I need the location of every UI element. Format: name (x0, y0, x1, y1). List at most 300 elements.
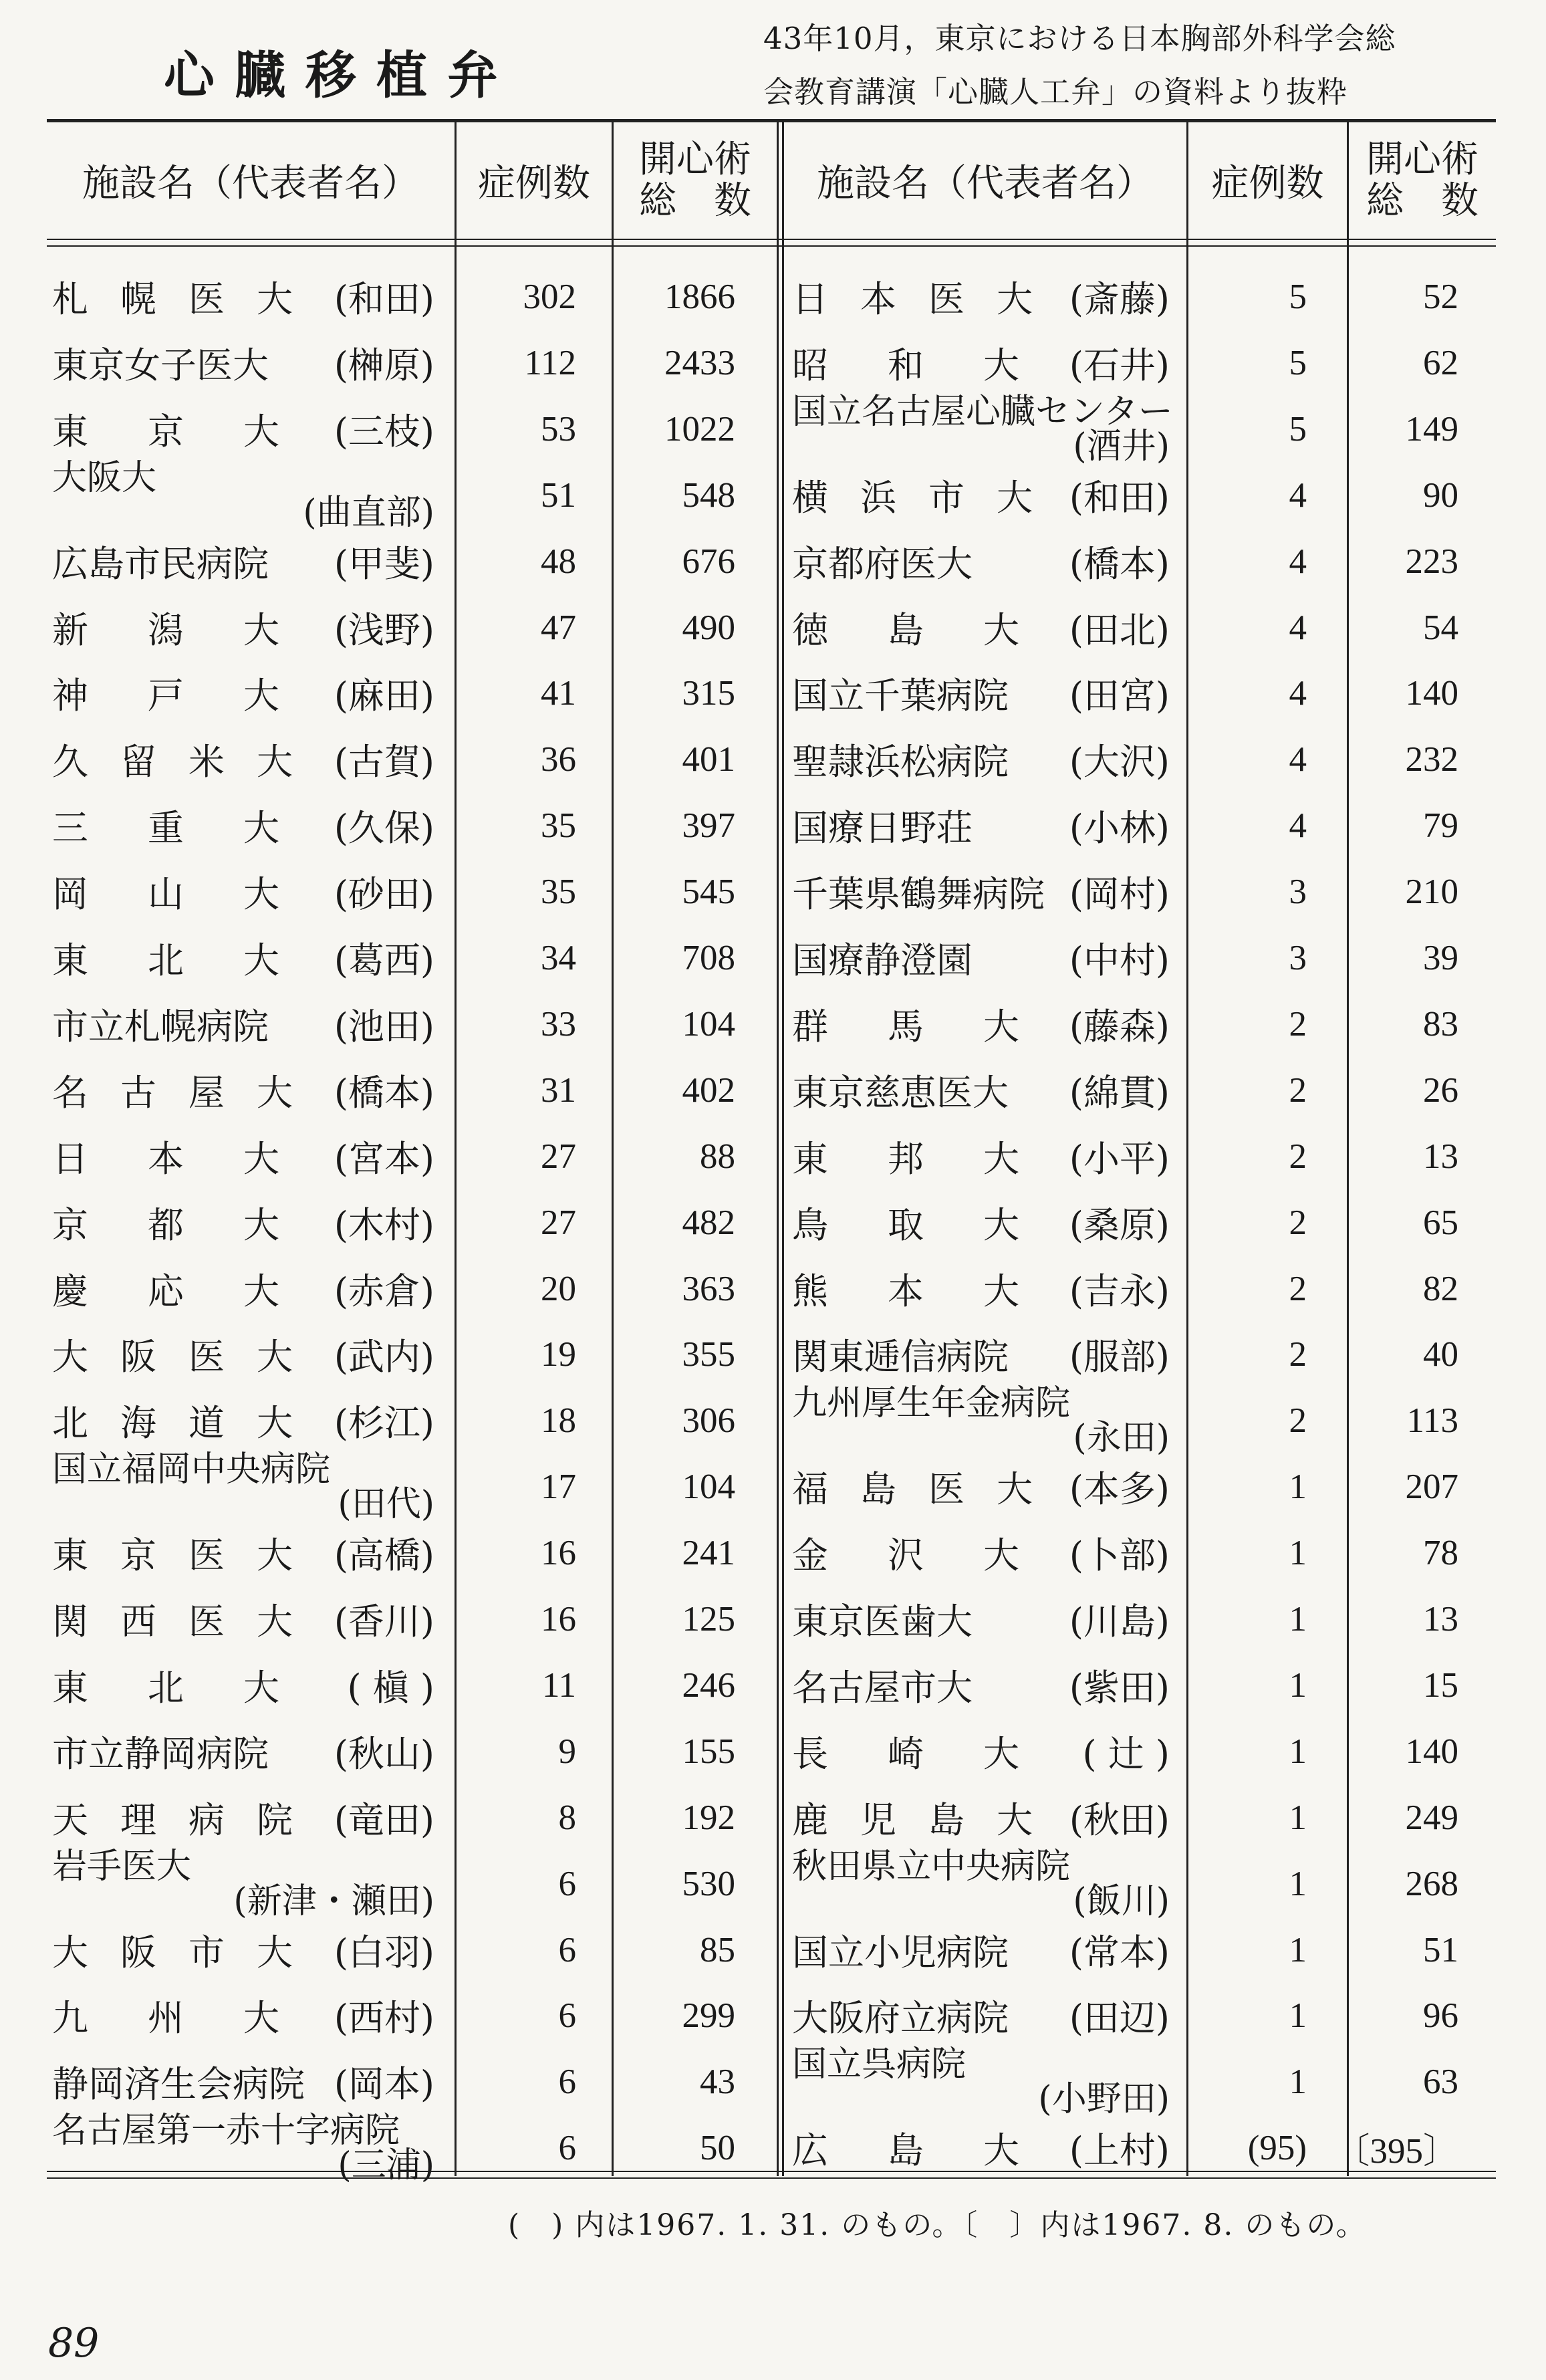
facility-cell (792, 1057, 1170, 1123)
total-cell: 113 (1406, 1401, 1458, 1440)
table-row (0, 726, 1546, 792)
total-cell: 207 (1405, 1467, 1458, 1506)
table-row (0, 594, 1546, 661)
representative-name: (田辺) (1069, 1997, 1170, 2039)
table-row (0, 1383, 1546, 1458)
facility-name: 国立呉病院 (792, 2044, 967, 2085)
representative-name: (和田) (334, 278, 434, 320)
cases-cell: 20 (541, 1269, 576, 1308)
cases-cell: 6 (558, 2062, 576, 2101)
facility-name: 昭 和 大 (792, 344, 1019, 386)
facility-cell (792, 2115, 1170, 2181)
facility-name: 国立福岡中央病院 (52, 1449, 331, 1490)
facility-cell (52, 1387, 434, 1453)
facility-cell (52, 457, 434, 533)
facility-cell (792, 1846, 1170, 1921)
cases-cell: 5 (1289, 343, 1307, 382)
total-cell: 545 (682, 872, 735, 911)
facility-name: 秋田県立中央病院 (792, 1846, 1071, 1887)
facility-cell (52, 1917, 434, 1983)
cases-cell: 9 (558, 1732, 576, 1771)
facility-name: 日 本 大 (52, 1138, 279, 1180)
representative-name: (木村) (334, 1204, 434, 1246)
representative-name: (赤倉) (334, 1270, 434, 1312)
facility-name: 国立名古屋心臓センター (792, 391, 1173, 432)
cases-cell: 4 (1289, 608, 1307, 647)
cases-cell: 4 (1289, 806, 1307, 845)
facility-cell (792, 1321, 1170, 1387)
table-row (0, 2110, 1546, 2185)
representative-name: (秋山) (334, 1733, 434, 1775)
representative-name: (酒井) (1073, 426, 1170, 467)
total-cell: 26 (1423, 1070, 1458, 1110)
total-cell: 2433 (664, 343, 735, 382)
cases-cell: 31 (541, 1070, 576, 1110)
facility-name: 東京医歯大 (792, 1600, 973, 1643)
total-cell: 50 (700, 2128, 735, 2167)
page-number: 89 (48, 2320, 100, 2367)
representative-name: (飯川) (1073, 1881, 1170, 1921)
table-row (0, 2044, 1546, 2119)
representative-name: (浅野) (334, 609, 434, 651)
facility-name: 東京慈恵医大 (792, 1072, 1009, 1114)
facility-cell (792, 991, 1170, 1057)
facility-cell (52, 528, 434, 594)
cases-cell: 6 (558, 1930, 576, 1970)
facility-cell (52, 263, 434, 330)
table-row (0, 858, 1546, 925)
header-total-line2: 総 数 (1366, 178, 1478, 223)
facility-cell (792, 1982, 1170, 2048)
facility-cell (792, 594, 1170, 661)
cases-cell: 5 (1289, 277, 1307, 316)
facility-cell (792, 1453, 1170, 1520)
header-total-line2: 総 数 (639, 178, 751, 223)
facility-name: 長 崎 大 (792, 1733, 1019, 1775)
representative-name: (竜田) (334, 1799, 434, 1841)
cases-cell: 3 (1289, 938, 1307, 977)
cases-cell: 48 (541, 542, 576, 581)
source-note-line: 43年10月，東京における日本胸部外科学会総 (763, 21, 1396, 56)
facility-name: 鹿 児 島 大 (792, 1799, 1033, 1841)
facility-name: 三 重 大 (52, 807, 279, 849)
total-cell: 246 (682, 1665, 735, 1705)
facility-cell (52, 792, 434, 858)
representative-name: (永田) (1073, 1417, 1170, 1458)
facility-name: 大阪大 (52, 457, 157, 498)
table-row (0, 528, 1546, 594)
facility-cell (52, 1846, 434, 1921)
facility-name: 福 島 医 大 (792, 1468, 1033, 1510)
total-cell: 306 (682, 1401, 735, 1440)
table-row (0, 991, 1546, 1057)
page-title: 心臓移植弁 (164, 45, 518, 105)
facility-name: 大阪府立病院 (792, 1997, 1009, 2039)
representative-name: (川島) (1069, 1600, 1170, 1643)
representative-name: (甲斐) (334, 543, 434, 585)
table-row (0, 457, 1546, 533)
total-cell: 82 (1423, 1269, 1458, 1308)
representative-name: (久保) (334, 807, 434, 849)
total-cell: 363 (682, 1269, 735, 1308)
total-cell: 401 (682, 739, 735, 779)
representative-name: (砂田) (334, 873, 434, 915)
total-cell: 1022 (664, 409, 735, 449)
cases-cell: 1 (1289, 1864, 1307, 1903)
facility-name: 大 阪 市 大 (52, 1931, 293, 1974)
facility-name: 関東逓信病院 (792, 1336, 1009, 1378)
representative-name: (橋本) (1069, 543, 1170, 585)
total-cell: 1866 (664, 277, 735, 316)
facility-cell (52, 1586, 434, 1652)
header-facility-right: 施設名（代表者名） (817, 161, 1154, 205)
table-row (0, 1718, 1546, 1784)
cases-cell: 4 (1289, 475, 1307, 515)
facility-cell (52, 330, 434, 396)
table-row (0, 1520, 1546, 1586)
facility-name: 慶 応 大 (52, 1270, 279, 1312)
total-cell: 397 (682, 806, 735, 845)
total-cell: 62 (1423, 343, 1458, 382)
facility-name: 広 島 大 (792, 2129, 1019, 2171)
table-row (0, 1846, 1546, 1921)
total-cell: 402 (682, 1070, 735, 1110)
facility-name: 国立千葉病院 (792, 675, 1009, 717)
table-row (0, 1057, 1546, 1123)
facility-cell (52, 396, 434, 462)
facility-cell (792, 660, 1170, 726)
cases-cell: 16 (541, 1599, 576, 1639)
facility-cell (52, 1718, 434, 1784)
header-total-right (1349, 122, 1496, 239)
facility-cell (52, 991, 434, 1057)
representative-name: (田北) (1069, 609, 1170, 651)
facility-name: 日 本 医 大 (792, 278, 1033, 320)
total-cell: 〔395〕 (1334, 2131, 1458, 2171)
facility-cell (52, 1123, 434, 1189)
cases-cell: 1 (1289, 2062, 1307, 2101)
facility-cell (792, 528, 1170, 594)
representative-name: (古賀) (334, 741, 434, 783)
facility-name: 市立静岡病院 (52, 1733, 269, 1775)
total-cell: 223 (1405, 542, 1458, 581)
representative-name: (田代) (338, 1483, 434, 1524)
facility-cell (792, 1652, 1170, 1718)
representative-name: (秋田) (1069, 1799, 1170, 1841)
representative-name: (吉永) (1069, 1270, 1170, 1312)
facility-cell (792, 792, 1170, 858)
total-cell: 355 (682, 1334, 735, 1374)
representative-name: (服部) (1069, 1336, 1170, 1378)
total-cell: 85 (700, 1930, 735, 1970)
total-cell: 548 (682, 475, 735, 515)
facility-cell (52, 726, 434, 792)
cases-cell: 53 (541, 409, 576, 449)
header-bottom-rule (47, 239, 1496, 240)
facility-name: 名古屋第一赤十字病院 (52, 2110, 400, 2151)
facility-name: 国療静澄園 (792, 939, 973, 981)
representative-name: (麻田) (334, 675, 434, 717)
facility-name: 東 京 大 (52, 410, 279, 453)
table-row (0, 1123, 1546, 1189)
representative-name: (香川) (334, 1600, 434, 1643)
total-cell: 52 (1423, 277, 1458, 316)
representative-name: (池田) (334, 1005, 434, 1048)
facility-cell (792, 462, 1170, 528)
total-cell: 708 (682, 938, 735, 977)
facility-name: 京 都 大 (52, 1204, 279, 1246)
total-cell: 104 (682, 1467, 735, 1506)
facility-cell (52, 1256, 434, 1322)
facility-name: 東京女子医大 (52, 344, 269, 386)
table-row (0, 263, 1546, 330)
total-cell: 83 (1423, 1004, 1458, 1044)
total-cell: 65 (1423, 1203, 1458, 1242)
representative-name: (藤森) (1069, 1005, 1170, 1048)
table-row (0, 660, 1546, 726)
cases-cell: 18 (541, 1401, 576, 1440)
representative-name: (田宮) (1069, 675, 1170, 717)
facility-cell (792, 2044, 1170, 2119)
representative-name: (小平) (1069, 1138, 1170, 1180)
representative-name: (卜部) (1069, 1534, 1170, 1576)
total-cell: 315 (682, 673, 735, 713)
cases-cell: 4 (1289, 739, 1307, 779)
cases-cell: 27 (541, 1137, 576, 1176)
representative-name: (中村) (1069, 939, 1170, 981)
representative-name: (三浦) (338, 2145, 434, 2185)
table-row (0, 1652, 1546, 1718)
total-cell: 140 (1405, 1732, 1458, 1771)
cases-cell: 16 (541, 1533, 576, 1572)
total-cell: 51 (1423, 1930, 1458, 1970)
facility-cell (792, 726, 1170, 792)
cases-cell: 1 (1289, 1930, 1307, 1970)
facility-name: 九 州 大 (52, 1997, 279, 2039)
cases-cell: 47 (541, 608, 576, 647)
header-bottom-rule-2 (47, 245, 1496, 247)
facility-cell (792, 925, 1170, 991)
cases-cell: 2 (1289, 1203, 1307, 1242)
facility-cell (792, 1784, 1170, 1851)
facility-name: 聖隷浜松病院 (792, 741, 1009, 783)
table-row (0, 391, 1546, 467)
facility-cell (792, 263, 1170, 330)
cases-cell: 6 (558, 2128, 576, 2167)
table-row (0, 330, 1546, 396)
total-cell: 96 (1423, 1996, 1458, 2035)
facility-cell (792, 1123, 1170, 1189)
total-cell: 530 (682, 1864, 735, 1903)
facility-name: 岡 山 大 (52, 873, 279, 915)
cases-cell: 17 (541, 1467, 576, 1506)
representative-name: (紫田) (1069, 1667, 1170, 1709)
cases-cell: 2 (1289, 1137, 1307, 1176)
cases-cell: 112 (524, 343, 576, 382)
cases-cell: 35 (541, 872, 576, 911)
total-cell: 155 (682, 1732, 735, 1771)
total-cell: 268 (1405, 1864, 1458, 1903)
total-cell: 125 (682, 1599, 735, 1639)
table-row (0, 1917, 1546, 1983)
representative-name: (宮本) (334, 1138, 434, 1180)
total-cell: 40 (1423, 1334, 1458, 1374)
facility-name: 久 留 米 大 (52, 741, 293, 783)
representative-name: (三枝) (334, 410, 434, 453)
table-row (0, 792, 1546, 858)
facility-name: 東 邦 大 (792, 1138, 1019, 1180)
facility-name: 天 理 病 院 (52, 1799, 293, 1841)
cases-cell: 1 (1289, 1665, 1307, 1705)
facility-name: 広島市民病院 (52, 543, 269, 585)
facility-name: 新 潟 大 (52, 609, 279, 651)
facility-cell (792, 1586, 1170, 1652)
facility-name: 札 幌 医 大 (52, 278, 293, 320)
facility-cell (792, 1189, 1170, 1256)
total-cell: 232 (1405, 739, 1458, 779)
total-cell: 39 (1423, 938, 1458, 977)
representative-name: (葛西) (334, 939, 434, 981)
facility-cell (792, 1917, 1170, 1983)
representative-name: (高橋) (334, 1534, 434, 1576)
total-cell: 15 (1423, 1665, 1458, 1705)
facility-cell (52, 1189, 434, 1256)
facility-name: 金 沢 大 (792, 1534, 1019, 1576)
total-cell: 192 (682, 1798, 735, 1837)
facility-name: 名 古 屋 大 (52, 1072, 293, 1114)
cases-cell: 1 (1289, 1798, 1307, 1837)
cases-cell: 8 (558, 1798, 576, 1837)
facility-cell (52, 925, 434, 991)
facility-cell (52, 1057, 434, 1123)
facility-name: 京都府医大 (792, 543, 973, 585)
facility-name: 岩手医大 (52, 1846, 192, 1887)
source-note (763, 12, 1396, 119)
cases-cell: 4 (1289, 673, 1307, 713)
representative-name: (橋本) (334, 1072, 434, 1114)
facility-name: 神 戸 大 (52, 675, 279, 717)
facility-cell (52, 1449, 434, 1524)
total-cell: 78 (1423, 1533, 1458, 1572)
total-cell: 210 (1405, 872, 1458, 911)
facility-cell (792, 858, 1170, 925)
cases-cell: 3 (1289, 872, 1307, 911)
total-cell: 79 (1423, 806, 1458, 845)
representative-name: (杉江) (334, 1402, 434, 1444)
cases-cell: 1 (1289, 1996, 1307, 2035)
facility-name: 熊 本 大 (792, 1270, 1019, 1312)
facility-cell (52, 1784, 434, 1851)
cases-cell: 27 (541, 1203, 576, 1242)
facility-cell (52, 1652, 434, 1718)
representative-name: (綿貫) (1069, 1072, 1170, 1114)
total-cell: 104 (682, 1004, 735, 1044)
table-row (0, 1586, 1546, 1652)
facility-cell (52, 1520, 434, 1586)
cases-cell: 1 (1289, 1732, 1307, 1771)
footnote: ( ) 内は1967. 1. 31. のもの。〔 〕内は1967. 8. のもの。 (508, 2208, 1367, 2242)
cases-cell: 4 (1289, 542, 1307, 581)
header-cases-left: 症例数 (478, 161, 590, 205)
facility-cell (792, 391, 1173, 467)
total-cell: 249 (1405, 1798, 1458, 1837)
table-row (0, 1449, 1546, 1524)
facility-name: 千葉県鶴舞病院 (792, 873, 1045, 915)
table-row (0, 925, 1546, 991)
cases-cell: 5 (1289, 409, 1307, 449)
table-row (0, 1321, 1546, 1387)
cases-cell: 2 (1289, 1070, 1307, 1110)
total-cell: 63 (1423, 2062, 1458, 2101)
representative-name: (石井) (1069, 344, 1170, 386)
table-row (0, 1784, 1546, 1851)
cases-cell: 35 (541, 806, 576, 845)
total-cell: 140 (1405, 673, 1458, 713)
cases-cell: 1 (1289, 1467, 1307, 1506)
cases-cell: 1 (1289, 1533, 1307, 1572)
header-total-line1: 開心術 (639, 137, 751, 181)
facility-name: 関 西 医 大 (52, 1600, 293, 1643)
facility-name: 国立小児病院 (792, 1931, 1009, 1974)
representative-name: ( 槇 ) (347, 1667, 434, 1709)
header-total-line1: 開心術 (1366, 137, 1478, 181)
representative-name: (常本) (1069, 1931, 1170, 1974)
cases-cell: 36 (541, 739, 576, 779)
facility-name: 静岡済生会病院 (52, 2063, 305, 2105)
total-cell: 676 (682, 542, 735, 581)
table-row (0, 1189, 1546, 1256)
representative-name: (和田) (1069, 477, 1170, 519)
representative-name: (岡村) (1069, 873, 1170, 915)
cases-cell: 2 (1289, 1004, 1307, 1044)
table-row (0, 1256, 1546, 1322)
cases-cell: 51 (541, 475, 576, 515)
cases-cell: 2 (1289, 1334, 1307, 1374)
cases-cell: 2 (1289, 1269, 1307, 1308)
total-cell: 299 (682, 1996, 735, 2035)
facility-cell (52, 858, 434, 925)
facility-cell (792, 1520, 1170, 1586)
cases-cell: 302 (523, 277, 576, 316)
facility-name: 北 海 道 大 (52, 1402, 293, 1444)
facility-name: 九州厚生年金病院 (792, 1383, 1071, 1423)
representative-name: (曲直部) (303, 492, 434, 533)
representative-name: ( 辻 ) (1082, 1733, 1170, 1775)
cases-cell: 34 (541, 938, 576, 977)
facility-name: 徳 島 大 (792, 609, 1019, 651)
representative-name: (小林) (1069, 807, 1170, 849)
representative-name: (新津・瀬田) (233, 1881, 434, 1921)
facility-name: 鳥 取 大 (792, 1204, 1019, 1246)
header-facility-left: 施設名（代表者名） (82, 161, 419, 205)
representative-name: (岡本) (334, 2063, 434, 2105)
total-cell: 482 (682, 1203, 735, 1242)
cases-cell: 6 (558, 1996, 576, 2035)
representative-name: (西村) (334, 1997, 434, 2039)
total-cell: 13 (1423, 1599, 1458, 1639)
facility-name: 東 北 大 (52, 939, 279, 981)
cases-cell: 41 (541, 673, 576, 713)
facility-name: 大 阪 医 大 (52, 1336, 293, 1378)
representative-name: (大沢) (1069, 741, 1170, 783)
representative-name: (上村) (1069, 2129, 1170, 2171)
cases-cell: 1 (1289, 1599, 1307, 1639)
facility-cell (52, 594, 434, 661)
header-cases-right: 症例数 (1211, 161, 1324, 205)
facility-cell (792, 1256, 1170, 1322)
facility-name: 名古屋市大 (792, 1667, 973, 1709)
representative-name: (小野田) (1038, 2078, 1170, 2119)
